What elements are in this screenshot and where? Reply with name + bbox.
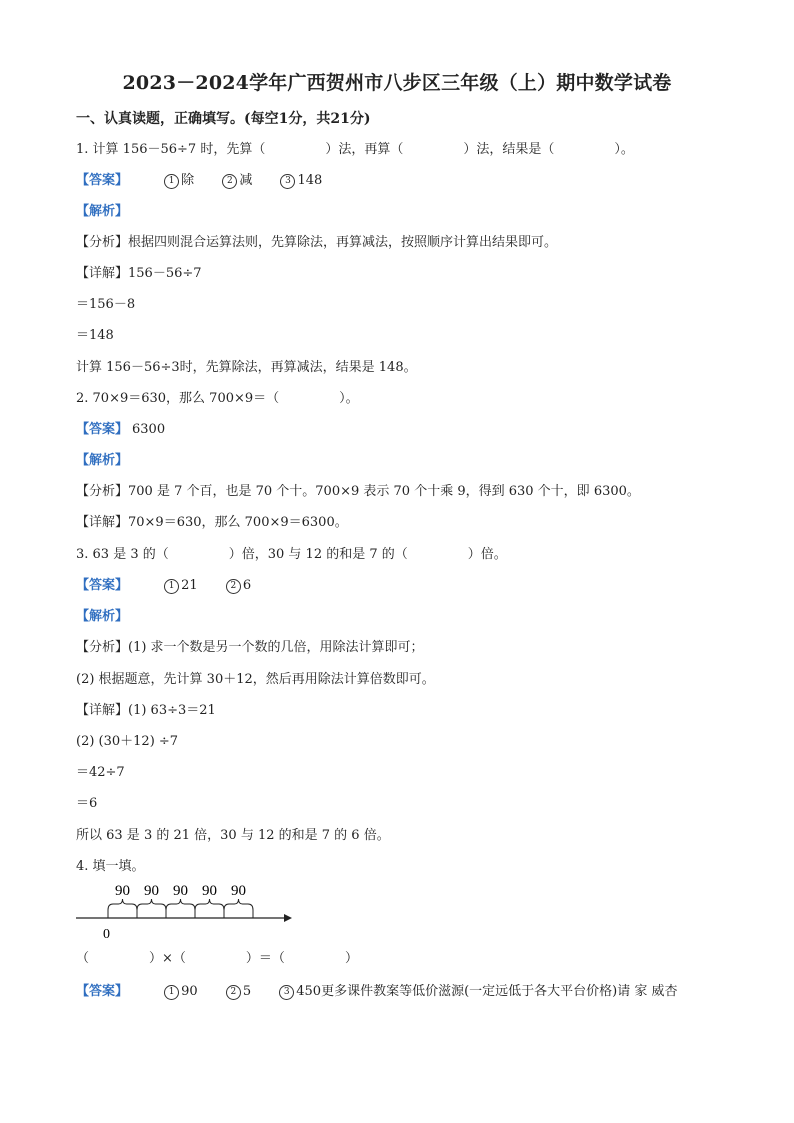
circled-1-icon: 1 <box>164 579 179 594</box>
circled-1-icon: 1 <box>164 985 179 1000</box>
detail-3-2: (2) (30＋12) ÷7 <box>76 734 179 749</box>
analysis-2: 【分析】700 是 7 个百，也是 70 个十。700×9 表示 70 个十乘 9，得到 630 个十，即 6300。 <box>76 484 640 499</box>
step-1-1: ＝156－8 <box>76 297 136 312</box>
brace-2 <box>137 899 166 918</box>
brace-label-4: 90 <box>202 883 217 899</box>
question-3: 3. 63 是 3 的（ ）倍，30 与 12 的和是 7 的（ ）倍。 <box>76 547 507 562</box>
step-1-2: ＝148 <box>76 328 114 343</box>
brace-label-5: 90 <box>231 883 246 899</box>
question-4: 4. 填一填。 <box>76 859 145 874</box>
analysis-tag-3: 【解析】 <box>76 609 129 624</box>
circled-3-icon: 3 <box>280 174 295 189</box>
number-line-origin-label: 0 <box>103 927 110 942</box>
brace-4 <box>195 899 224 918</box>
circled-1-icon: 1 <box>164 174 179 189</box>
number-line-figure <box>74 880 304 942</box>
detail-2: 【详解】70×9＝630，那么 700×9＝6300。 <box>76 515 348 530</box>
analysis-1: 【分析】根据四则混合运算法则，先算除法，再算减法，按照顺序计算出结果即可。 <box>76 235 558 250</box>
circled-2-icon: 2 <box>226 985 241 1000</box>
answer-3: 【答案】 1 21 2 6 <box>76 578 252 593</box>
page-title: 2023－2024学年广西贺州市八步区三年级（上）期中数学试卷 <box>122 72 672 94</box>
answer-4: 【答案】 1 90 2 5 3 450更多课件教案等低价滋源(一定远低于各大平台价格)请 家 威杏 <box>76 984 678 999</box>
question-1: 1. 计算 156－56÷7 时，先算（ ）法，再算（ ）法，结果是（ ）。 <box>76 142 634 157</box>
analysis-tag-2: 【解析】 <box>76 453 129 468</box>
conclusion-1: 计算 156－56÷3时，先算除法，再算减法，结果是 148。 <box>76 360 417 375</box>
number-line-braces <box>108 883 253 918</box>
conclusion-3: 所以 63 是 3 的 21 倍，30 与 12 的和是 7 的 6 倍。 <box>76 828 390 843</box>
detail-3-1: 【详解】(1) 63÷3＝21 <box>76 703 216 718</box>
brace-label-1: 90 <box>115 883 130 899</box>
brace-label-3: 90 <box>173 883 188 899</box>
brace-3 <box>166 899 195 918</box>
brace-1 <box>108 899 137 918</box>
answer-1: 【答案】 1 除 2 减 3 148 <box>76 173 323 188</box>
analysis-3-2: (2) 根据题意，先计算 30＋12，然后再用除法计算倍数即可。 <box>76 672 435 687</box>
number-line-arrow-icon <box>284 914 292 922</box>
step-3-2: ＝6 <box>76 796 98 811</box>
answer-tag: 【答案】 <box>76 173 129 188</box>
circled-2-icon: 2 <box>226 579 241 594</box>
section-heading: 一、认真读题，正确填写。(每空1分，共21分) <box>76 111 371 127</box>
expression-4: （ ）×（ ）＝（ ） <box>76 951 358 966</box>
circled-2-icon: 2 <box>222 174 237 189</box>
detail-1: 【详解】156－56÷7 <box>76 266 202 281</box>
brace-label-2: 90 <box>144 883 159 899</box>
analysis-tag-1: 【解析】 <box>76 204 129 219</box>
circled-3-icon: 3 <box>279 985 294 1000</box>
analysis-3-1: 【分析】(1) 求一个数是另一个数的几倍，用除法计算即可； <box>76 640 424 655</box>
brace-5 <box>224 899 253 918</box>
step-3-1: ＝42÷7 <box>76 765 125 780</box>
question-2: 2. 70×9＝630，那么 700×9＝（ ）。 <box>76 391 359 406</box>
answer-2: 【答案】 6300 <box>76 422 166 437</box>
